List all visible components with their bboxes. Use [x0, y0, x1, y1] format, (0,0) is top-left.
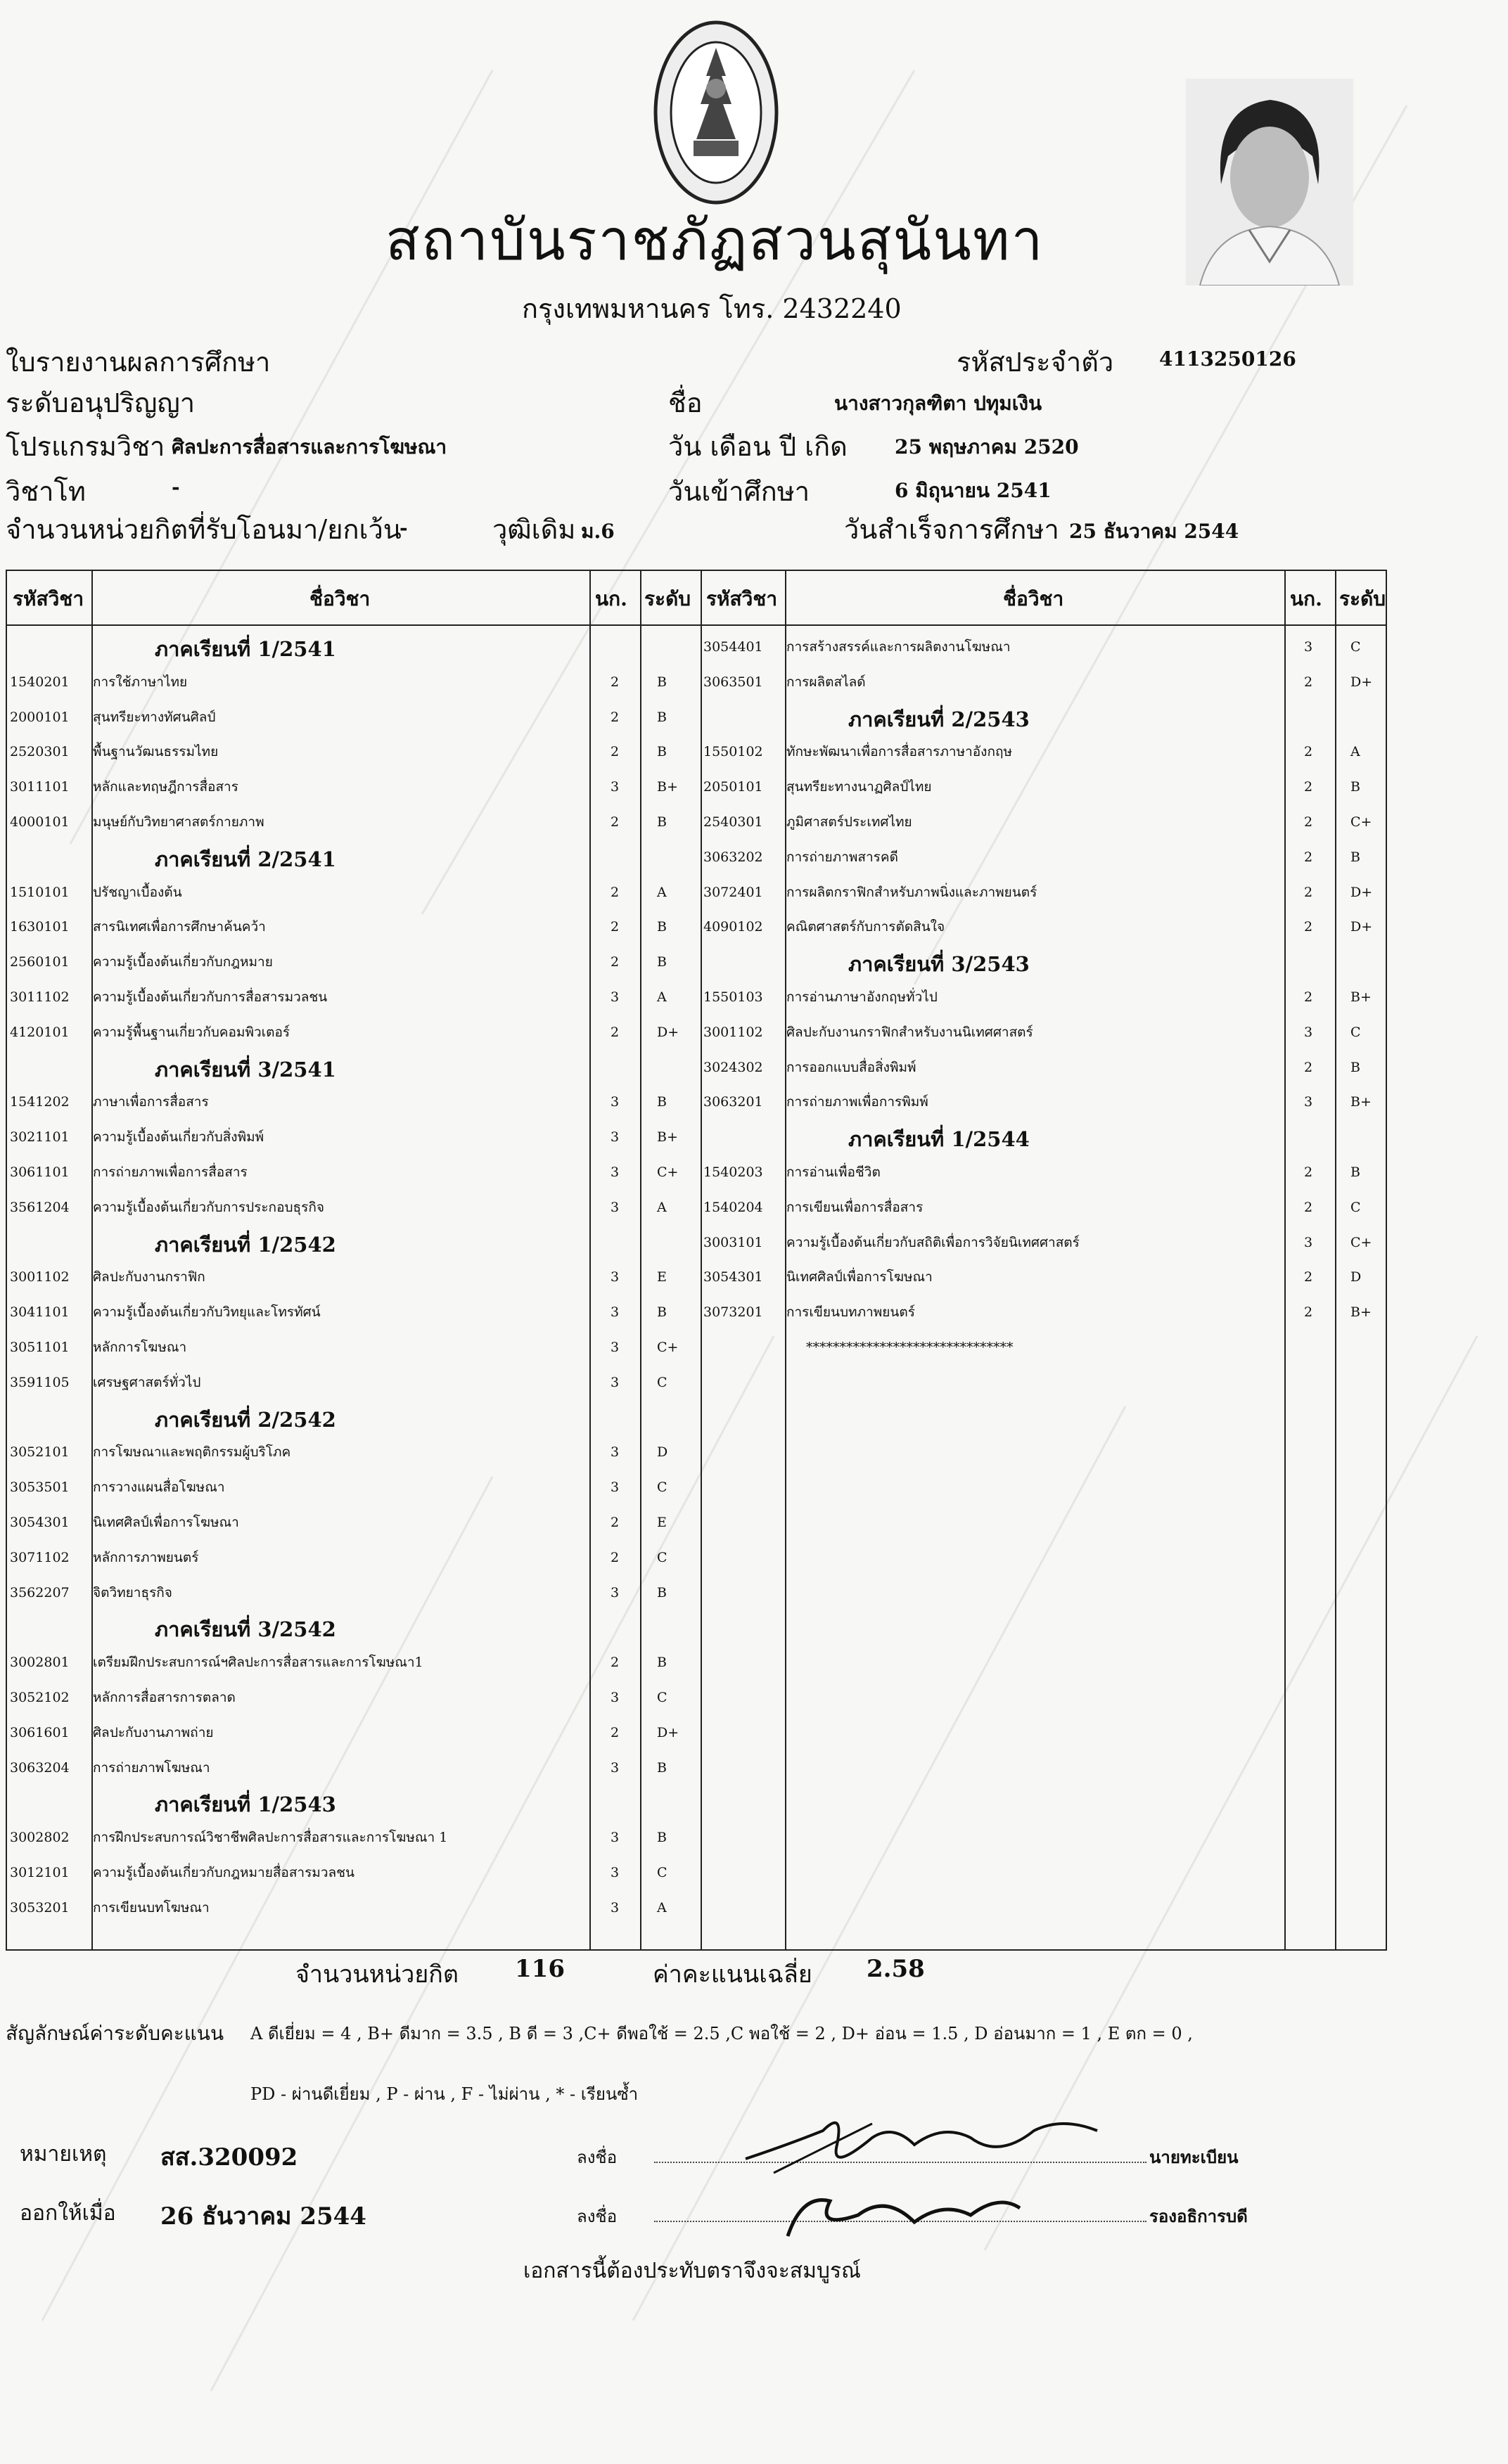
course-name: การฝึกประสบการณ์วิชาชีพศิลปะการสื่อสารและการโฆษณา 1 — [93, 1830, 448, 1846]
course-credits: 3 — [1304, 639, 1313, 655]
course-code: 3002801 — [10, 1655, 70, 1671]
course-name: การถ่ายภาพโฆษณา — [93, 1759, 210, 1776]
course-credits: 2 — [1304, 744, 1313, 760]
course-grade: B — [657, 1759, 667, 1776]
header-divider — [7, 624, 1386, 626]
course-credits: 2 — [611, 884, 620, 900]
course-credits: 3 — [611, 1899, 620, 1916]
course-grade: A — [657, 884, 667, 900]
program-label: โปรแกรมวิชา — [6, 431, 165, 462]
course-name: หลักและทฤษฎีการสื่อสาร — [93, 779, 238, 795]
student-id-value: 4113250126 — [1159, 347, 1296, 371]
course-grade: C+ — [657, 1340, 679, 1355]
issued-value: 26 ธันวาคม 2544 — [160, 2202, 366, 2231]
course-grade: B+ — [1350, 1094, 1372, 1110]
course-code: 3063202 — [703, 849, 763, 865]
semester-heading: ภาคเรียนที่ 3/2541 — [155, 1057, 336, 1082]
transfer-label: จำนวนหน่วยกิตที่รับโอนมา/ยกเว้น — [6, 514, 402, 545]
course-grade: C — [657, 1480, 667, 1496]
course-code: 2000101 — [10, 709, 70, 725]
course-name: จิตวิทยาธุรกิจ — [93, 1584, 172, 1600]
course-code: 1510101 — [10, 884, 70, 900]
institution-address-phone: กรุงเทพมหานคร โทร. 2432240 — [522, 293, 902, 324]
semester-heading: ภาคเรียนที่ 2/2542 — [155, 1407, 336, 1432]
course-credits: 3 — [611, 1164, 620, 1180]
gpa-value: 2.58 — [867, 1955, 925, 1983]
course-credits: 2 — [1304, 989, 1313, 1005]
course-credits: 2 — [611, 919, 620, 935]
course-grade: B — [657, 1094, 667, 1110]
grade-legend-label: สัญลักษณ์ค่าระดับคะแนน — [6, 2022, 224, 2045]
degree-level: ระดับอนุปริญญา — [6, 387, 196, 418]
course-grade: B — [1350, 849, 1360, 865]
course-credits: 2 — [1304, 1199, 1313, 1215]
course-credits: 3 — [611, 1340, 620, 1355]
course-code: 1540204 — [703, 1199, 763, 1215]
col-divider — [1335, 571, 1336, 1949]
course-grade: D+ — [657, 1024, 679, 1040]
semester-heading: ภาคเรียนที่ 3/2543 — [848, 952, 1030, 977]
course-name: หลักการโฆษณา — [93, 1340, 187, 1355]
gpa-label: ค่าคะแนนเฉลี่ย — [653, 1961, 812, 1989]
course-credits: 3 — [611, 1199, 620, 1215]
course-grade: D — [657, 1444, 668, 1461]
header-grade: ระดับ — [644, 587, 691, 610]
course-code: 3054301 — [703, 1269, 763, 1285]
header-code: รหัสวิชา — [13, 587, 84, 610]
header-course-name: ชื่อวิชา — [1003, 587, 1064, 610]
course-grade: C+ — [1350, 814, 1372, 830]
course-grade: B — [657, 1655, 667, 1671]
dob-label: วัน เดือน ปี เกิด — [668, 431, 848, 462]
remark-label: หมายเหตุ — [20, 2142, 107, 2167]
course-grade: C — [657, 1549, 667, 1565]
course-grade: D+ — [1350, 884, 1373, 900]
course-grade: B — [1350, 779, 1360, 795]
enroll-value: 6 มิถุนายน 2541 — [895, 479, 1052, 502]
issued-label: ออกให้เมื่อ — [20, 2201, 116, 2226]
course-code: 3061101 — [10, 1164, 70, 1180]
minor-label: วิชาโท — [6, 476, 86, 507]
course-grade: B — [657, 674, 667, 690]
course-code: 3001102 — [10, 1269, 70, 1285]
course-code: 4000101 — [10, 814, 70, 830]
semester-heading: ภาคเรียนที่ 1/2544 — [848, 1127, 1030, 1152]
institution-seal — [653, 20, 779, 205]
course-credits: 3 — [611, 1374, 620, 1390]
graduation-label: วันสำเร็จการศึกษา — [844, 514, 1059, 545]
course-credits: 3 — [611, 1269, 620, 1285]
course-code: 3073201 — [703, 1304, 763, 1321]
course-code: 3054401 — [703, 639, 763, 655]
course-name: การผลิตสไลด์ — [786, 674, 866, 690]
course-code: 3053501 — [10, 1480, 70, 1496]
course-code: 3051101 — [10, 1340, 70, 1355]
course-name: ความรู้เบื้องต้นเกี่ยวกับการสื่อสารมวลชน — [93, 989, 328, 1005]
course-name: การเขียนบทภาพยนตร์ — [786, 1304, 915, 1321]
course-name: การเขียนบทโฆษณา — [93, 1899, 210, 1916]
course-credits: 3 — [1304, 1024, 1313, 1040]
course-credits: 2 — [1304, 919, 1313, 935]
course-name: การออกแบบสื่อสิ่งพิมพ์ — [786, 1059, 916, 1075]
course-code: 3001102 — [703, 1024, 763, 1040]
header-course-name: ชื่อวิชา — [309, 587, 371, 610]
course-code: 3021101 — [10, 1129, 70, 1146]
prior-education-value: ม.6 — [581, 520, 615, 543]
course-name: เศรษฐศาสตร์ทั่วไป — [93, 1374, 201, 1390]
course-name: ศิลปะกับงานภาพถ่าย — [93, 1724, 214, 1740]
handwritten-signatures — [731, 2081, 1154, 2250]
total-credits-label: จำนวนหน่วยกิต — [295, 1961, 459, 1989]
institution-name: สถาบันราชภัฏสวนสุนันทา — [385, 207, 1044, 273]
course-code: 3002802 — [10, 1830, 70, 1846]
course-credits: 2 — [1304, 674, 1313, 690]
course-grade: B+ — [1350, 989, 1372, 1005]
course-name: ทักษะพัฒนาเพื่อการสื่อสารภาษาอังกฤษ — [786, 744, 1012, 760]
course-name: หลักการสื่อสารการตลาด — [93, 1690, 236, 1705]
course-code: 4120101 — [10, 1024, 70, 1040]
course-code: 3011101 — [10, 779, 70, 795]
grade-legend-line1: A ดีเยี่ยม = 4 , B+ ดีมาก = 3.5 , B ดี = 3 ,C+ ดีพอใช้ = 2.5 ,C พอใช้ = 2 , D+ อ่อน = 1.5 , D อ่อนมาก = 1 , E ตก = 0 , — [250, 2024, 1193, 2043]
course-grade: B — [657, 1830, 667, 1846]
course-code: 3041101 — [10, 1304, 70, 1321]
course-grade: B — [1350, 1059, 1360, 1075]
course-credits: 2 — [611, 1549, 620, 1565]
course-code: 3053201 — [10, 1899, 70, 1916]
course-code: 3561204 — [10, 1199, 70, 1215]
end-of-record-marker: ******************************* — [806, 1340, 1014, 1355]
course-grade: B — [657, 954, 667, 970]
semester-heading: ภาคเรียนที่ 2/2541 — [155, 847, 336, 871]
student-photo — [1186, 79, 1353, 285]
course-grade: B — [657, 709, 667, 725]
course-name: สารนิเทศเพื่อการศึกษาค้นคว้า — [93, 919, 266, 935]
course-grade: C — [1350, 1024, 1361, 1040]
total-credits-value: 116 — [515, 1955, 565, 1983]
course-code: 3052101 — [10, 1444, 70, 1461]
course-name: ความรู้เบื้องต้นเกี่ยวกับสถิติเพื่อการวิจัยนิเทศศาสตร์ — [786, 1234, 1080, 1250]
course-name: การผลิตกราฟิกสำหรับภาพนิ่งและภาพยนตร์ — [786, 884, 1037, 900]
course-grade: D+ — [657, 1724, 679, 1740]
semester-heading: ภาคเรียนที่ 1/2543 — [155, 1792, 336, 1817]
course-name: คณิตศาสตร์กับการตัดสินใจ — [786, 919, 945, 935]
course-credits: 2 — [1304, 1269, 1313, 1285]
course-grade: B+ — [657, 1129, 678, 1146]
course-credits: 3 — [611, 1094, 620, 1110]
course-grade: E — [657, 1515, 667, 1530]
course-credits: 2 — [1304, 884, 1313, 900]
course-name: มนุษย์กับวิทยาศาสตร์กายภาพ — [93, 814, 264, 830]
course-grade: A — [657, 1899, 667, 1916]
sign-label: ลงชื่อ — [577, 2148, 618, 2167]
header-grade: ระดับ — [1339, 587, 1386, 610]
col-divider — [91, 571, 93, 1949]
course-credits: 3 — [611, 1584, 620, 1600]
course-code: 3052102 — [10, 1690, 70, 1705]
course-credits: 2 — [1304, 1164, 1313, 1180]
transcript-table — [6, 570, 1387, 1951]
course-credits: 2 — [611, 1724, 620, 1740]
sign-label: ลงชื่อ — [577, 2207, 618, 2226]
course-name: ศิลปะกับงานกราฟิก — [93, 1269, 205, 1285]
course-code: 3011102 — [10, 989, 70, 1005]
course-credits: 3 — [611, 989, 620, 1005]
course-name: ความรู้เบื้องต้นเกี่ยวกับกฎหมาย — [93, 954, 273, 970]
course-credits: 2 — [1304, 1059, 1313, 1075]
course-credits: 3 — [611, 1304, 620, 1321]
col-divider — [1284, 571, 1286, 1949]
course-code: 3061601 — [10, 1724, 70, 1740]
course-grade: E — [657, 1269, 667, 1285]
course-credits: 2 — [611, 1024, 620, 1040]
course-credits: 2 — [611, 954, 620, 970]
course-credits: 2 — [611, 674, 620, 690]
course-grade: C — [657, 1865, 667, 1880]
course-credits: 3 — [1304, 1234, 1313, 1250]
course-credits: 2 — [611, 1655, 620, 1671]
course-name: การวางแผนสื่อโฆษณา — [93, 1480, 225, 1496]
name-label: ชื่อ — [668, 387, 703, 418]
course-grade: C — [1350, 1199, 1361, 1215]
transfer-value: - — [400, 516, 408, 539]
course-credits: 2 — [1304, 849, 1313, 865]
course-grade: D+ — [1350, 674, 1373, 690]
course-code: 1550103 — [703, 989, 763, 1005]
program-value: ศิลปะการสื่อสารและการโฆษณา — [172, 435, 447, 458]
course-grade: B — [657, 919, 667, 935]
prior-education-label: วุฒิเดิม — [492, 514, 576, 545]
course-name: นิเทศศิลป์เพื่อการโฆษณา — [786, 1269, 933, 1285]
name-value: นางสาวกุลฑิตา ปทุมเงิน — [834, 392, 1042, 415]
course-name: การสร้างสรรค์และการผลิตงานโฆษณา — [786, 639, 1011, 655]
course-code: 3024302 — [703, 1059, 763, 1075]
course-name: ศิลปะกับงานกราฟิกสำหรับงานนิเทศศาสตร์ — [786, 1024, 1033, 1040]
course-name: ภาษาเพื่อการสื่อสาร — [93, 1094, 209, 1110]
course-name: ความรู้เบื้องต้นเกี่ยวกับกฎหมายสื่อสารมวลชน — [93, 1865, 355, 1880]
course-code: 1550102 — [703, 744, 763, 760]
header-code: รหัสวิชา — [706, 587, 778, 610]
course-name: การอ่านเพื่อชีวิต — [786, 1164, 881, 1180]
course-name: การโฆษณาและพฤติกรรมผู้บริโภค — [93, 1444, 291, 1461]
semester-heading: ภาคเรียนที่ 3/2542 — [155, 1617, 336, 1642]
course-code: 2560101 — [10, 954, 70, 970]
course-credits: 3 — [611, 1444, 620, 1461]
course-grade: B — [657, 744, 667, 760]
course-grade: C — [657, 1374, 667, 1390]
header-credits: นก. — [1290, 587, 1322, 610]
course-code: 3071102 — [10, 1549, 70, 1565]
course-code: 2520301 — [10, 744, 70, 760]
semester-heading: ภาคเรียนที่ 1/2541 — [155, 637, 336, 661]
course-credits: 2 — [1304, 779, 1313, 795]
course-grade: C — [657, 1690, 667, 1705]
col-divider — [701, 571, 702, 1949]
course-code: 4090102 — [703, 919, 763, 935]
course-code: 3072401 — [703, 884, 763, 900]
course-name: การถ่ายภาพเพื่อการพิมพ์ — [786, 1094, 928, 1110]
dob-value: 25 พฤษภาคม 2520 — [895, 435, 1079, 458]
graduation-value: 25 ธันวาคม 2544 — [1069, 520, 1239, 543]
course-grade: C+ — [1350, 1234, 1372, 1250]
course-name: การเขียนเพื่อการสื่อสาร — [786, 1199, 924, 1215]
col-divider — [589, 571, 591, 1949]
course-name: ความรู้เบื้องต้นเกี่ยวกับสิ่งพิมพ์ — [93, 1129, 264, 1146]
course-credits: 3 — [1304, 1094, 1313, 1110]
course-code: 3003101 — [703, 1234, 763, 1250]
course-code: 2050101 — [703, 779, 763, 795]
course-grade: D+ — [1350, 919, 1373, 935]
course-code: 1630101 — [10, 919, 70, 935]
semester-heading: ภาคเรียนที่ 2/2543 — [848, 707, 1030, 731]
course-name: การถ่ายภาพเพื่อการสื่อสาร — [93, 1164, 248, 1180]
doc-title: ใบรายงานผลการศึกษา — [6, 347, 271, 378]
course-code: 1541202 — [10, 1094, 70, 1110]
registrar-title: นายทะเบียน — [1149, 2147, 1239, 2167]
course-credits: 2 — [611, 814, 620, 830]
course-credits: 3 — [611, 779, 620, 795]
student-id-label: รหัสประจำตัว — [957, 347, 1114, 378]
course-grade: C+ — [657, 1164, 679, 1180]
course-credits: 3 — [611, 1690, 620, 1705]
course-code: 3063201 — [703, 1094, 763, 1110]
course-name: เตรียมฝึกประสบการณ์ฯศิลปะการสื่อสารและการโฆษณา1 — [93, 1655, 423, 1671]
course-grade: B+ — [1350, 1304, 1372, 1321]
course-grade: A — [657, 989, 667, 1005]
course-credits: 2 — [611, 1515, 620, 1530]
course-grade: D — [1350, 1269, 1362, 1285]
course-code: 2540301 — [703, 814, 763, 830]
course-code: 3063204 — [10, 1759, 70, 1776]
course-grade: A — [657, 1199, 667, 1215]
course-code: 3591105 — [10, 1374, 70, 1390]
course-grade: C — [1350, 639, 1361, 655]
course-code: 1540201 — [10, 674, 70, 690]
col-divider — [640, 571, 641, 1949]
course-grade: B — [657, 1584, 667, 1600]
course-name: สุนทรียะทางนาฏศิลป์ไทย — [786, 779, 932, 795]
course-name: การถ่ายภาพสารคดี — [786, 849, 898, 865]
course-name: ภูมิศาสตร์ประเทศไทย — [786, 814, 912, 830]
course-credits: 2 — [1304, 814, 1313, 830]
course-name: การอ่านภาษาอังกฤษทั่วไป — [786, 989, 938, 1005]
remark-value: สส.320092 — [160, 2143, 298, 2171]
validity-note: เอกสารนี้ต้องประทับตราจึงจะสมบูรณ์ — [523, 2259, 861, 2283]
course-credits: 2 — [1304, 1304, 1313, 1321]
course-grade: B+ — [657, 779, 678, 795]
semester-heading: ภาคเรียนที่ 1/2542 — [155, 1232, 336, 1257]
course-code: 3063501 — [703, 674, 763, 690]
course-name: สุนทรียะทางทัศนศิลป์ — [93, 709, 216, 725]
vice-rector-title: รองอธิการบดี — [1149, 2206, 1248, 2226]
course-credits: 2 — [611, 709, 620, 725]
course-credits: 3 — [611, 1480, 620, 1496]
course-name: ปรัชญาเบื้องต้น — [93, 884, 182, 900]
course-credits: 3 — [611, 1865, 620, 1880]
course-grade: B — [657, 814, 667, 830]
course-grade: B — [657, 1304, 667, 1321]
course-code: 3562207 — [10, 1584, 70, 1600]
enroll-label: วันเข้าศึกษา — [668, 476, 810, 507]
course-code: 3012101 — [10, 1865, 70, 1880]
course-name: ความรู้พื้นฐานเกี่ยวกับคอมพิวเตอร์ — [93, 1024, 290, 1040]
course-grade: B — [1350, 1164, 1360, 1180]
grade-legend-line2: PD - ผ่านดีเยี่ยม , P - ผ่าน , F - ไม่ผ่าน , * - เรียนซ้ำ — [250, 2084, 639, 2104]
course-code: 1540203 — [703, 1164, 763, 1180]
course-code: 3054301 — [10, 1515, 70, 1530]
header-credits: นก. — [595, 587, 627, 610]
course-name: นิเทศศิลป์เพื่อการโฆษณา — [93, 1515, 239, 1530]
course-name: การใช้ภาษาไทย — [93, 674, 188, 690]
course-grade: A — [1350, 744, 1360, 760]
course-credits: 3 — [611, 1830, 620, 1846]
course-credits: 3 — [611, 1129, 620, 1146]
course-credits: 3 — [611, 1759, 620, 1776]
course-name: ความรู้เบื้องต้นเกี่ยวกับวิทยุและโทรทัศน์ — [93, 1304, 321, 1321]
course-name: หลักการภาพยนตร์ — [93, 1549, 199, 1565]
course-credits: 2 — [611, 744, 620, 760]
col-divider — [785, 571, 786, 1949]
course-name: พื้นฐานวัฒนธรรมไทย — [93, 744, 219, 760]
course-name: ความรู้เบื้องต้นเกี่ยวกับการประกอบธุรกิจ — [93, 1199, 324, 1215]
minor-value: - — [172, 475, 180, 499]
